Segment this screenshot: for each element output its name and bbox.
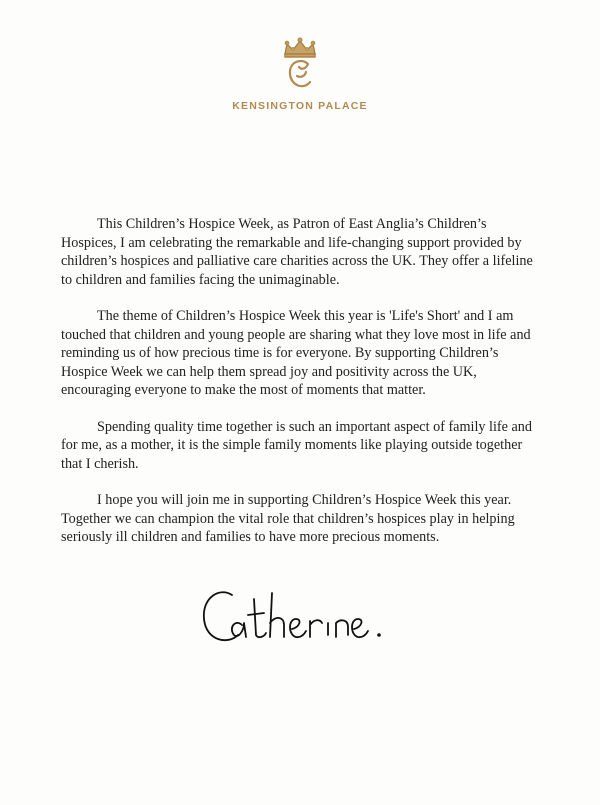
paragraph: Spending quality time together is such an important aspect of family life and for me, as a mother, it is the simple family moments like playing outside together that I cherish. — [61, 418, 532, 472]
royal-crown-cipher-icon — [275, 36, 325, 94]
org-name: KENSINGTON PALACE — [232, 100, 368, 112]
paragraph: This Children’s Hospice Week, as Patron of East Anglia’s Children’s Hospices, I am celebrating the remarkable and life-changing support provided by children’s hospices and palliative care charities across the UK. They offer a lifeline to children and families facing the unimaginable. — [61, 216, 533, 288]
letter-body — [61, 215, 541, 565]
handwritten-signature — [198, 585, 388, 655]
paragraph: I hope you will join me in supporting Children’s Hospice Week this year. Together we can champion the vital role that children’s hospices play in helping seriously ill children and families to have more precious moments. — [61, 492, 515, 545]
paragraph: The theme of Children’s Hospice Week this year is 'Life's Short' and I am touched that children and young people are sharing what they love most in life and reminding us of how precious time is for everyone. By supporting Children’s Hospice Week we can help them spread joy and positivity across the UK, encouraging everyone to make the most of moments that matter. — [61, 308, 531, 398]
letterhead — [0, 36, 600, 112]
